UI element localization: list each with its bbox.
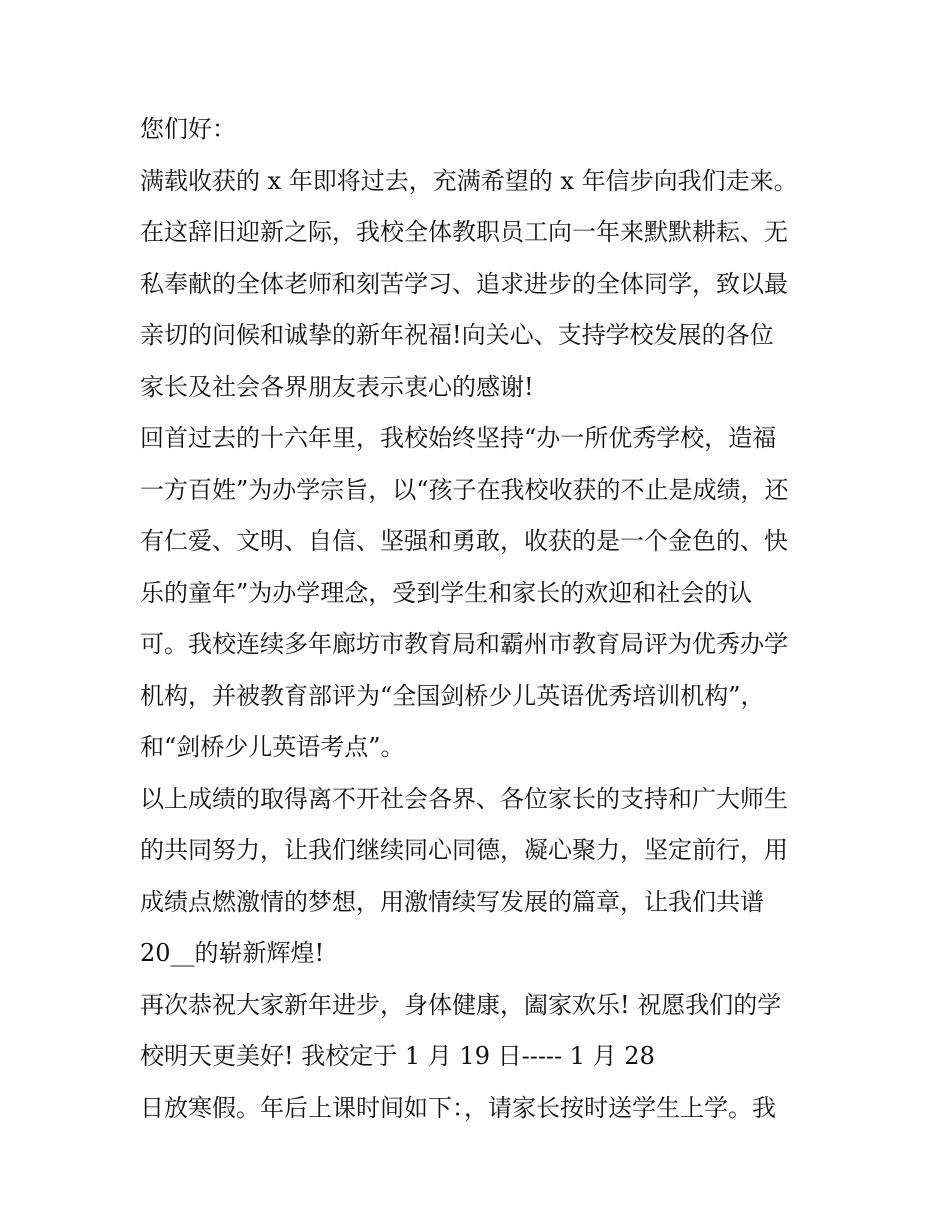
text-line: 日放寒假。年后上课时间如下：，请家长按时送学生上学。我 <box>140 1093 776 1122</box>
text-line: 20__的崭新辉煌! <box>140 939 325 967</box>
text-line: 回首过去的十六年里，我校始终坚持“办一所优秀学校，造福 <box>140 424 777 452</box>
text-line: 有仁爱、文明、自信、坚强和勇敢，收获的是一个金色的、快 <box>140 527 788 555</box>
document-body <box>140 104 820 1134</box>
text-line: 一方百姓”为办学宗旨，以“孩子在我校收获的不止是成绩，还 <box>140 475 789 504</box>
text-line: 亲切的问候和诚挚的新年祝福!向关心、支持学校发展的各位 <box>140 321 774 349</box>
text-line: 满载收获的 x 年即将过去，充满希望的 x 年信步向我们走来。 <box>140 166 798 195</box>
text-line: 乐的童年”为办学理念，受到学生和家长的欢迎和社会的认 <box>140 578 753 607</box>
text-line: 的共同努力，让我们继续同心同德，凝心聚力，坚定前行，用 <box>140 836 788 864</box>
text-line: 私奉献的全体老师和刻苦学习、追求进步的全体同学，致以最 <box>140 269 788 298</box>
text-line: 成绩点燃激情的梦想，用激情续写发展的篇章，让我们共谱 <box>140 887 764 916</box>
greeting-line: 您们好： <box>140 115 236 143</box>
text-line: 以上成绩的取得离不开社会各界、各位家长的支持和广大师生 <box>140 784 788 813</box>
text-line: 和“剑桥少儿英语考点”。 <box>140 733 405 761</box>
text-line: 再次恭祝大家新年进步，身体健康，阖家欢乐! 祝愿我们的学 <box>140 990 782 1019</box>
text-line: 可。我校连续多年廊坊市教育局和霸州市教育局评为优秀办学 <box>140 630 788 658</box>
text-line: 机构，并被教育部评为“全国剑桥少儿英语优秀培训机构”， <box>140 681 765 710</box>
text-line: 在这辞旧迎新之际，我校全体教职员工向一年来默默耕耘、无 <box>140 218 788 246</box>
text-line: 校明天更美好! 我校定于 1 月 19 日----- 1 月 28 <box>140 1042 655 1070</box>
text-line: 家长及社会各界朋友表示衷心的感谢! <box>140 372 534 401</box>
